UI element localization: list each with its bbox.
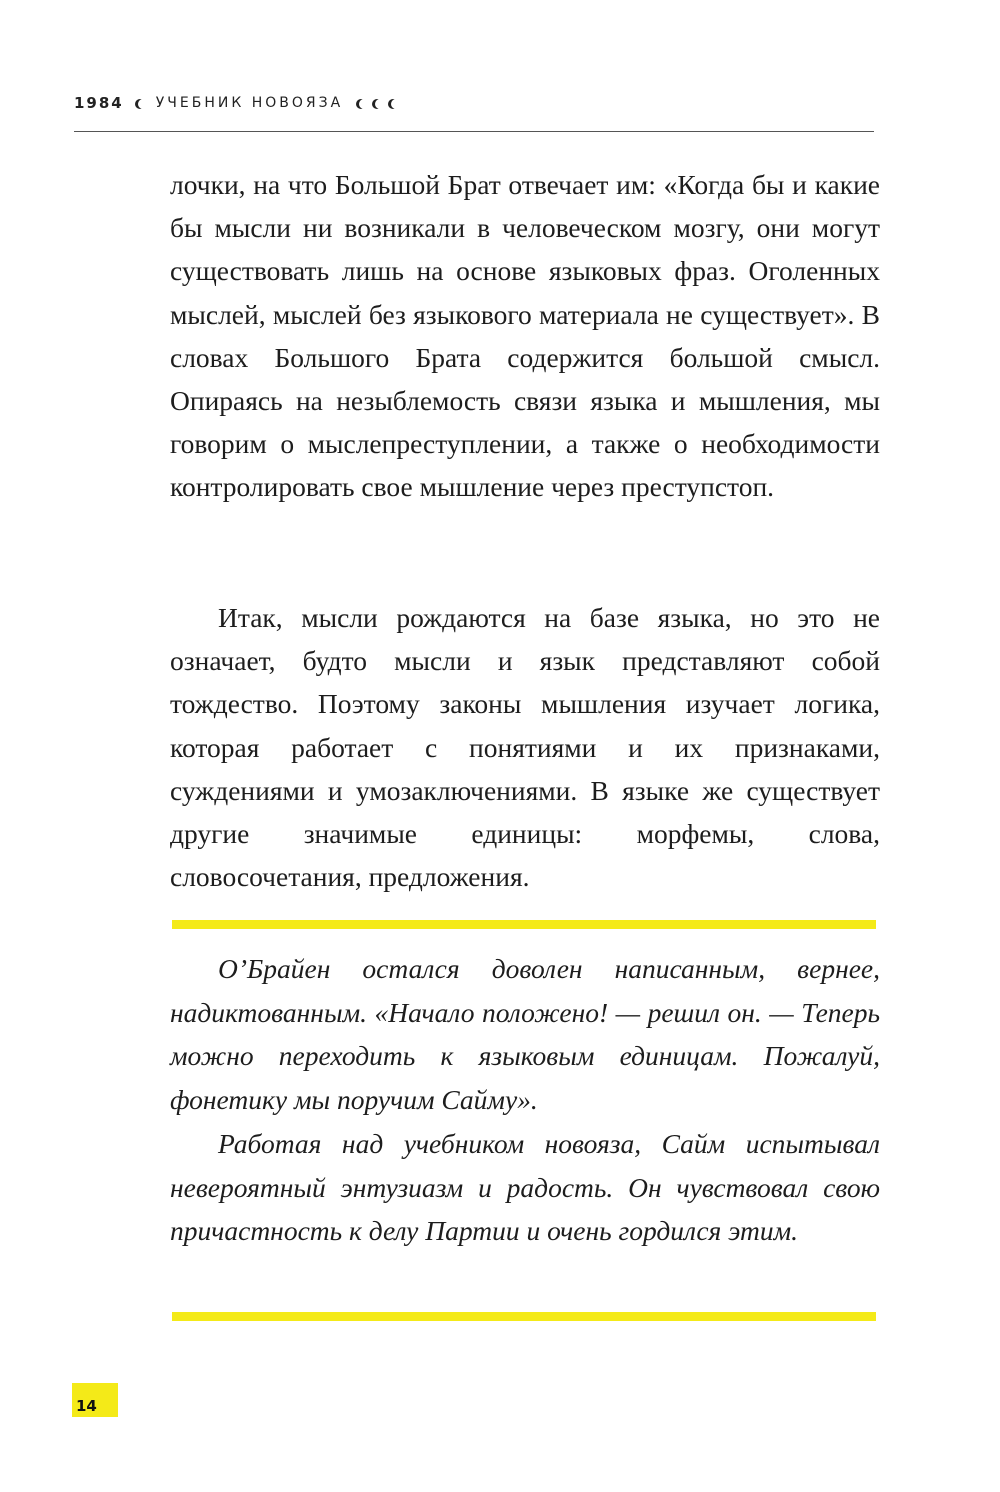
body-paragraph-text: лочки, на что Большой Брат отвечает им: «Когда бы и какие бы мысли ни возникали в человеческом мозгу, они могут существовать лишь на основе языковых фраз. Оголенных мыслей, мыслей без языкового материала не существует». В словах Большого Брата содержится большой смысл. Опираясь на незыблемость связи языка и мышления, мы говорим о мыслепреступлении, а также о необходимости контролировать свое мышление через преступстоп. [170,169,880,503]
body-paragraph-2 [170,596,880,898]
running-header [74,92,401,114]
body-paragraph-text: Итак, мысли рождаются на базе языка, но это не означает, будто мысли и язык представляют собой тождество. Поэтому законы мышления изучает логика, которая работает с понятиями и их признаками, суждениями и умозаключениями. В языке же существует другие значимые единицы: морфемы, слова, словосочетания, предложения. [170,602,880,893]
header-title: УЧЕБНИК НОВОЯЗА [155,95,344,111]
crescent-moon-icon [372,99,382,109]
inset-paragraph-text: О’Брайен остался доволен написанным, вернее, надиктованным. «Начало положено! — решил он. — Теперь можно переходить к языковым единицам. Пожалуй, фонетику мы поручим Сайму». [170,953,880,1115]
inset-top-highlight-rule [172,920,876,929]
crescent-moon-icon [388,99,398,109]
inset-paragraph-2 [170,1122,880,1253]
inset-bottom-highlight-rule [172,1312,876,1321]
page-number-badge [72,1383,118,1417]
crescent-moon-icon [356,99,366,109]
crescent-moon-icon [135,99,145,109]
inset-paragraph-text: Работая над учебником новояза, Сайм испытывал невероятный энтузиазм и радость. Он чувствовал свою причастность к делу Партии и очень гордился этим. [170,1128,880,1246]
page-number: 14 [76,1397,97,1415]
body-paragraph-1 [170,163,880,509]
inset-paragraph-1 [170,947,880,1121]
header-year: 1984 [74,94,124,112]
header-divider [74,131,874,132]
